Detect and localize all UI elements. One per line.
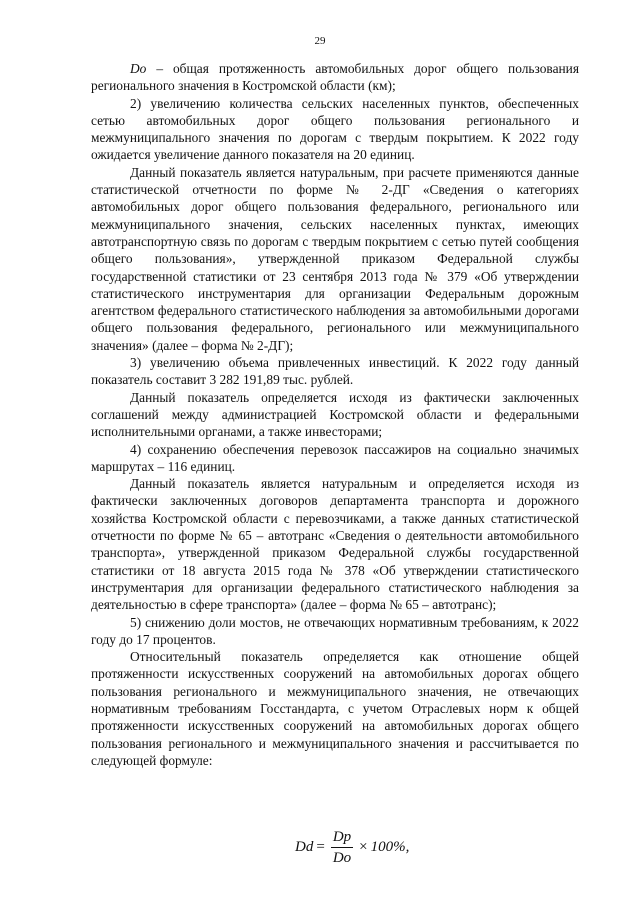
paragraph-do-definition [91, 60, 579, 95]
paragraph-item-4: 4) сохранению обеспечения перевозок пассажиров на социально значимых маршрутах – 116 единиц. [91, 441, 579, 474]
paragraph-indicator-2dg: Данный показатель является натуральным, при расчете применяются данные статистической отчетности по форме № 2-ДГ «Сведения о категориях автомобильных дорог общего пользования федерального, регионального или межмуниципального значения, сельских населенных пунктах, имеющих автотранспортную связь по дорогам с твердым покрытием с сетью путей сообщения общего пользования», утвержденной приказом Федеральной службы государственной статистики от 23 сентября 2013 года № 379 «Об утверждении статистического инструментария для организации Федеральным дорожным агентством федерального статистического наблюдения за автомобильными дорогами общего пользования федерального, регионального или межмуниципального значения» (далее – форма № 2-ДГ); [91, 164, 579, 353]
paragraph-investments-source: Данный показатель определяется исходя из фактически заключенных соглашений между администрацией Костромской области и федеральными исполнительными органами, а также инвесторами; [91, 389, 579, 440]
paragraph-item-2: 2) увеличению количества сельских населенных пунктов, обеспеченных сетью автомобильных дорог общего пользования регионального и межмуниципального значения по дорогам с твердым покрытием. К 2022 году ожидается увеличение данного показателя на 20 единиц. [91, 95, 579, 163]
document-body [91, 60, 579, 769]
variable-do: Do [130, 61, 147, 76]
paragraph-indicator-65-avtotrans: Данный показатель является натуральным и определяется исходя из фактически заключенных договоров департамента транспорта и дорожного хозяйства Костромской области с перевозчиками, а также данных статистической отчетности по форме № 65 – автотранс «Сведения о деятельности автомобильного транспорта», утвержденной приказом Федеральной службы государственной статистики от 18 августа 2015 года № 378 «Об утверждении статистического инструментария для организации федерального статистического наблюдения за деятельностью в сфере транспорта» (далее – форма № 65 – автотранс); [91, 476, 579, 613]
formula-lhs: Dd [295, 839, 314, 855]
formula-tail: 100%, [370, 839, 410, 855]
paragraph-do-text: – общая протяженность автомобильных дорог общего пользования регионального значения в Костромской области (км); [91, 61, 579, 94]
formula-times: × [359, 839, 368, 855]
formula-fraction [331, 828, 353, 867]
page-number: 29 [314, 35, 326, 47]
formula [295, 828, 409, 867]
paragraph-item-5: 5) снижению доли мостов, не отвечающих нормативным требованиям, к 2022 году до 17 процентов. [91, 614, 579, 647]
paragraph-item-3: 3) увеличению объема привлеченных инвестиций. К 2022 году данный показатель составит 3 282 191,89 тыс. рублей. [91, 355, 579, 388]
paragraph-relative-indicator: Относительный показатель определяется как отношение общей протяженности искусственных сооружений на автомобильных дорогах общего пользования регионального и межмуниципального значения, не отвечающих нормативным требованиям Госстандарта, с учетом Отраслевых норм к общей протяженности искусственных сооружений на автомобильных дорогах общего пользования регионального и межмуниципального значения и рассчитывается по следующей формуле: [91, 649, 579, 768]
formula-numerator: Dp [331, 828, 353, 848]
formula-denominator: Do [332, 850, 352, 866]
formula-equals: = [316, 839, 325, 855]
